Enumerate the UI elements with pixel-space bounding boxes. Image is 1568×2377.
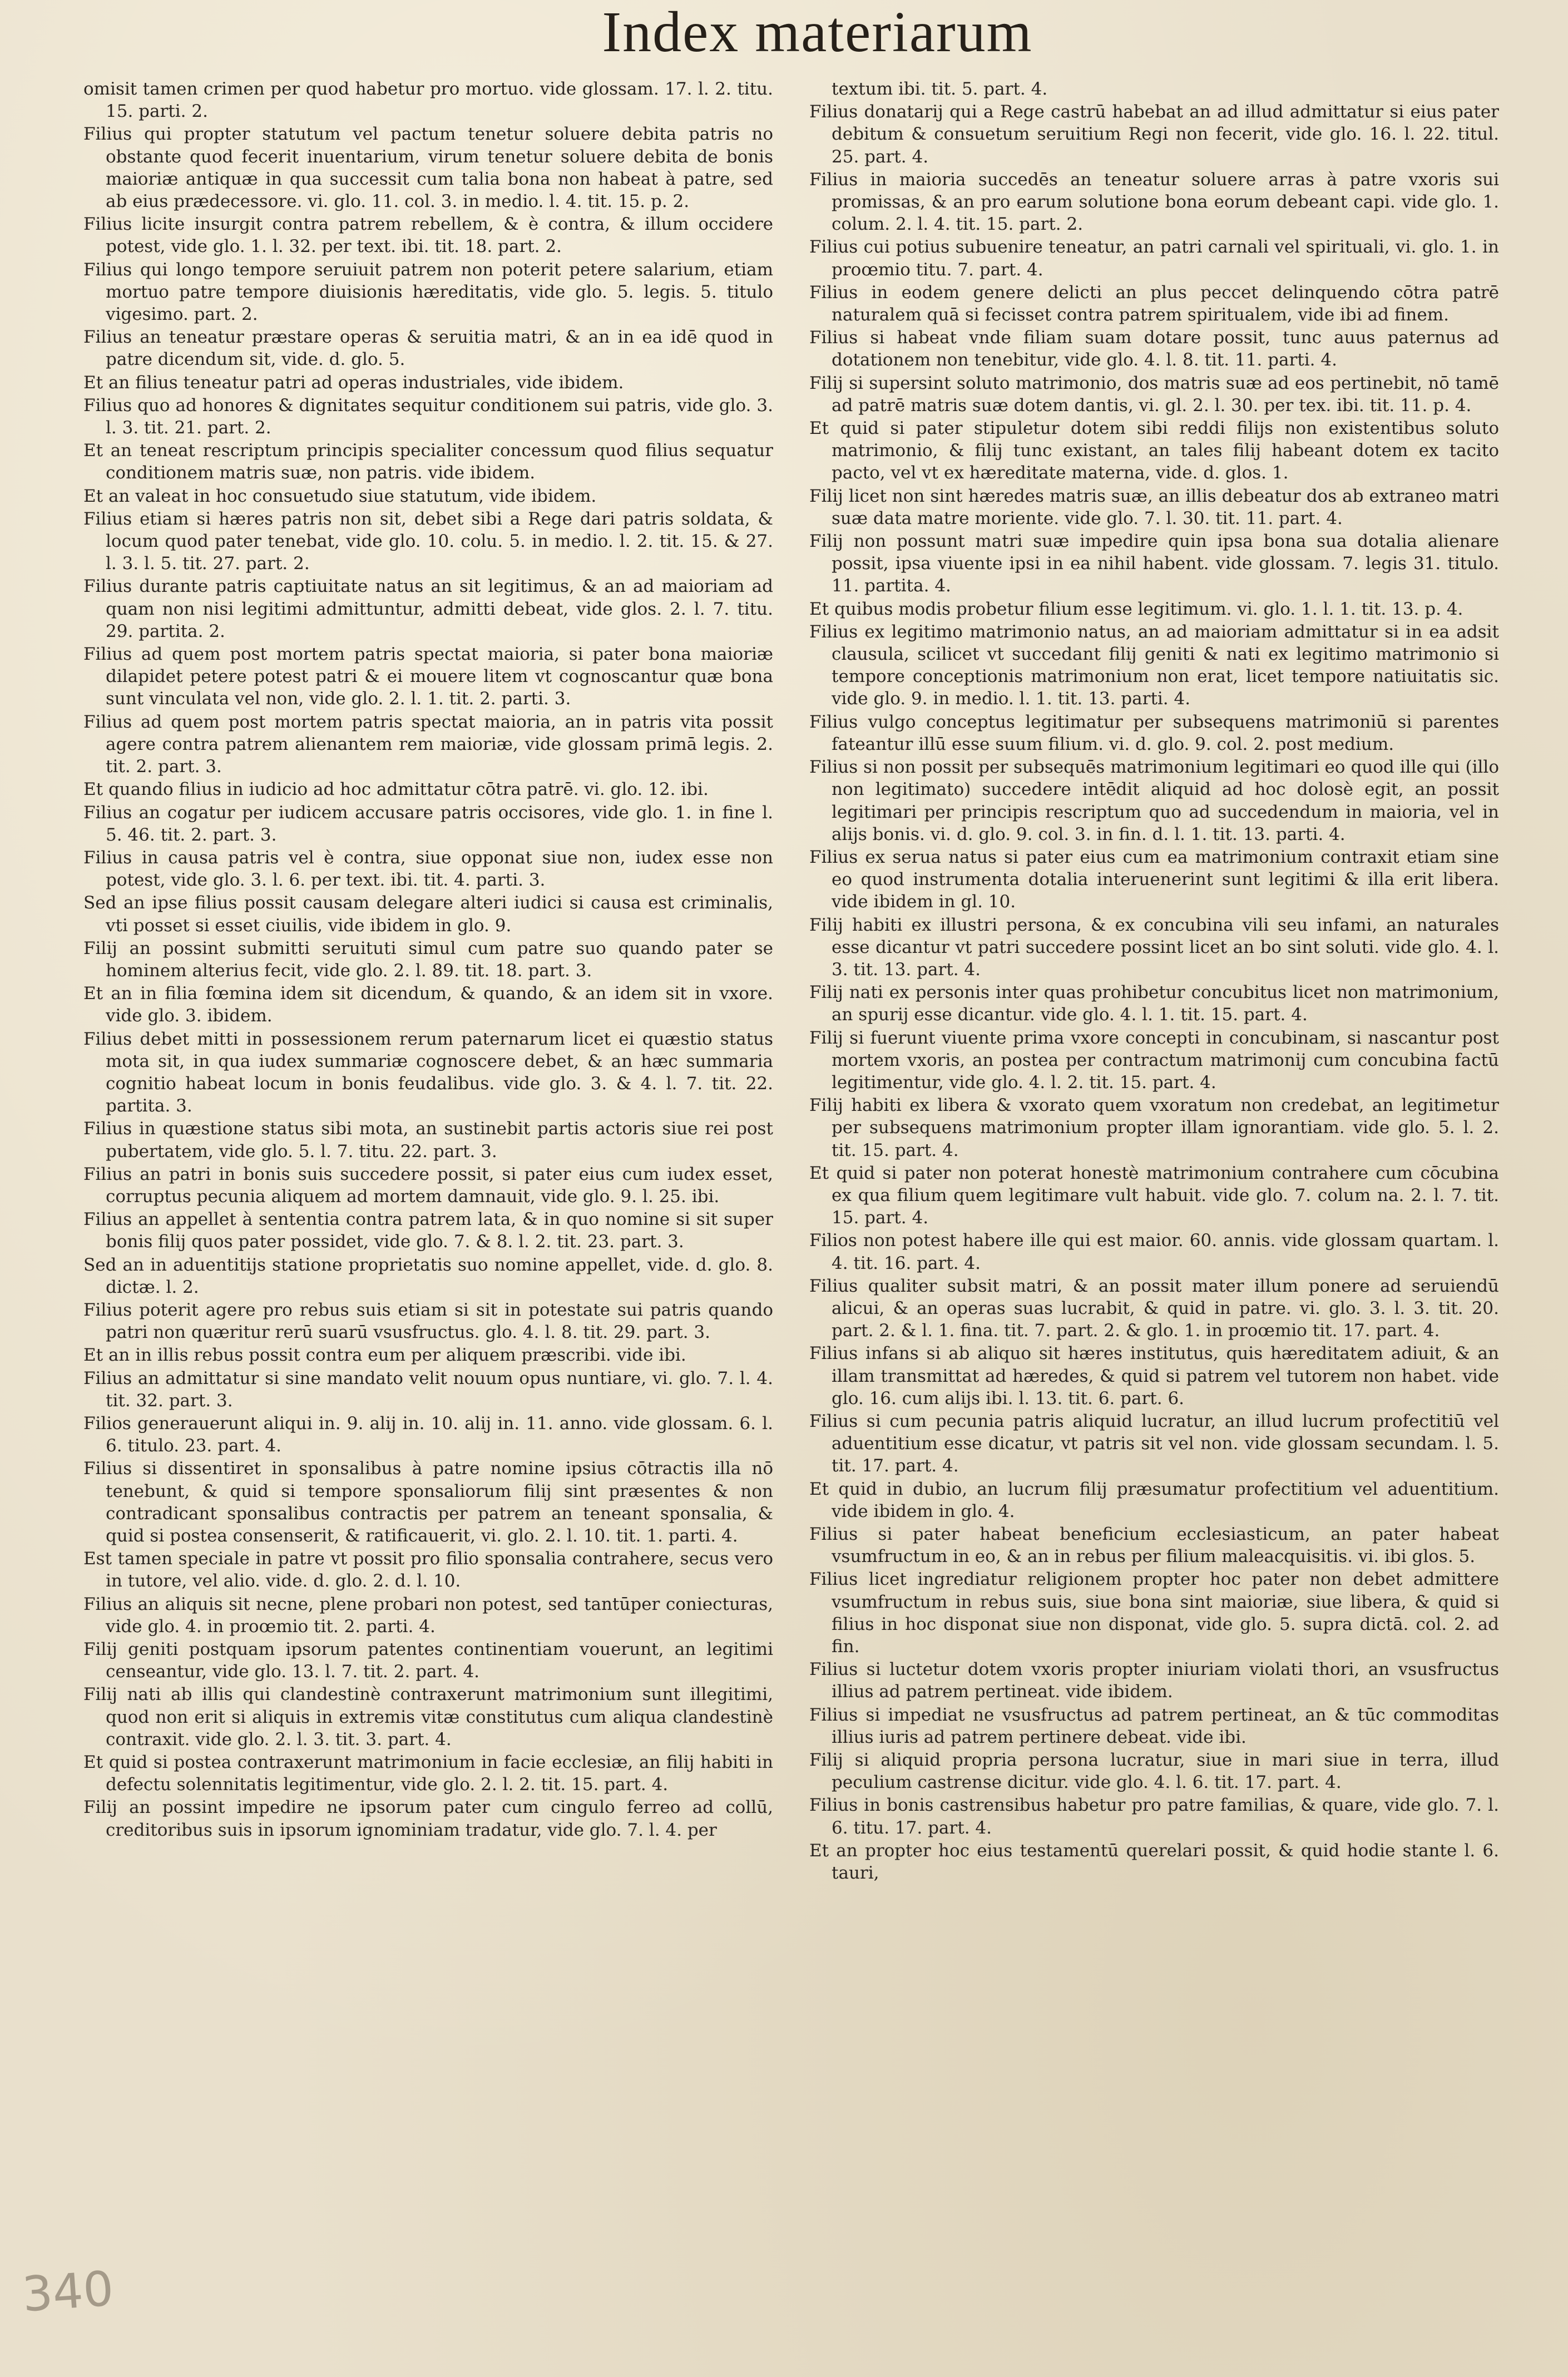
index-entry: Filius quo ad honores & dignitates sequitur conditionem sui patris, vide glo. 3. l. 3. tit. 21. part. 2. <box>83 395 773 438</box>
index-entry: Filij si aliquid propria persona lucratur, siue in mari siue in terra, illud peculium castrense dicitur. vide glo. 4. l. 6. tit. 17. part. 4. <box>809 1750 1499 1793</box>
index-column-right <box>809 78 1499 2170</box>
index-entry: Filius etiam si hæres patris non sit, debet sibi a Rege dari patris soldata, & locum quod pater tenebat, vide glo. 10. colu. 5. in medio. l. 2. tit. 15. & 27. l. 3. l. 5. tit. 27. part. 2. <box>83 508 773 574</box>
index-entry: Filius debet mitti in possessionem rerum paternarum licet ei quæstio status mota sit, in qua iudex summariæ cognoscere debet, & an hæc summaria cognitio habeat locum in bonis feudalibus. vide glo. 3. & 4. l. 7. tit. 22. partita. 3. <box>83 1029 773 1116</box>
index-entry: Filius in quæstione status sibi mota, an sustinebit partis actoris siue rei post pubertatem, vide glo. 5. l. 7. titu. 22. part. 3. <box>83 1119 773 1162</box>
index-entry: Filius an cogatur per iudicem accusare patris occisores, vide glo. 1. in fine l. 5. 46. tit. 2. part. 3. <box>83 802 773 845</box>
index-entry: Filius ex serua natus si pater eius cum ea matrimonium contraxit etiam sine eo quod instrumenta dotalia interuenerint sunt legitimi & illa erit libera. vide ibidem in gl. 10. <box>809 847 1499 912</box>
index-entry: Filij an possint impedire ne ipsorum pater cum cingulo ferreo ad collū, creditoribus suis in ipsorum ignominiam tradatur, vide glo. 7. l. 4. per <box>83 1797 773 1840</box>
index-entry: Filius an patri in bonis suis succedere possit, si pater eius cum iudex esset, corruptus pecunia aliquem ad mortem damnauit, vide glo. 9. l. 25. ibi. <box>83 1164 773 1207</box>
index-entry: Filius an teneatur præstare operas & seruitia matri, & an in ea idē quod in patre dicendum sit, vide. d. glo. 5. <box>83 327 773 370</box>
index-entry: Filius si cum pecunia patris aliquid lucratur, an illud lucrum profectitiū vel aduentitium esse dicatur, vt patris sit vel non. vide glossam secundam. l. 5. tit. 17. part. 4. <box>809 1411 1499 1476</box>
index-entry: Filius donatarij qui a Rege castrū habebat an ad illud admittatur si eius pater debitum & consuetum seruitium Regi non fecerit, vide glo. 16. l. 22. titul. 25. part. 4. <box>809 102 1499 167</box>
index-entry: Et quibus modis probetur filium esse legitimum. vi. glo. 1. l. 1. tit. 13. p. 4. <box>809 599 1463 619</box>
index-entry: Filius licite insurgit contra patrem rebellem, & è contra, & illum occidere potest, vide glo. 1. l. 32. per text. ibi. tit. 18. part. 2. <box>83 214 773 257</box>
index-entry: Filius si luctetur dotem vxoris propter iniuriam violati thori, an vsusfructus illius ad patrem pertineat. vide ibidem. <box>809 1659 1499 1702</box>
index-entry: Et quando filius in iudicio ad hoc admittatur cōtra patrē. vi. glo. 12. ibi. <box>83 779 709 800</box>
index-entry: Filius in causa patris vel è contra, siue opponat siue non, iudex esse non potest, vide glo. 3. l. 6. per text. ibi. tit. 4. parti. 3. <box>83 847 773 891</box>
index-entry: Filios generauerunt aliqui in. 9. alij in. 10. alij in. 11. anno. vide glossam. 6. l. 6. titulo. 23. part. 4. <box>83 1413 773 1456</box>
index-entry: Filius si habeat vnde filiam suam dotare possit, tunc auus paternus ad dotationem non tenebitur, vide glo. 4. l. 8. tit. 11. parti. 4. <box>809 328 1499 370</box>
index-entry: Et an in filia fœmina idem sit dicendum, & quando, & an idem sit in vxore. vide glo. 3. ibidem. <box>83 984 773 1026</box>
index-entry: Filius in bonis castrensibus habetur pro patre familias, & quare, vide glo. 7. l. 6. titu. 17. part. 4. <box>809 1795 1499 1838</box>
index-entry: Filij licet non sint hæredes matris suæ, an illis debeatur dos ab extraneo matri suæ data matre moriente. vide glo. 7. l. 30. tit. 11. part. 4. <box>809 486 1499 528</box>
index-entry: Filij nati ex personis inter quas prohibetur concubitus licet non matrimonium, an spurij esse dicantur. vide glo. 4. l. 1. tit. 15. part. 4. <box>809 982 1499 1025</box>
index-entry: Filij an possint submitti seruituti simul cum patre suo quando pater se hominem alterius fecit, vide glo. 2. l. 89. tit. 18. part. 3. <box>83 938 773 981</box>
index-entry: Filius ad quem post mortem patris spectat maioria, si pater bona maioriæ dilapidet petere potest patri & ei mouere litem vt cognoscantur quæ bona sunt vinculata vel non, vide glo. 2. l. 1. tit. 2. parti. 3. <box>83 644 773 709</box>
index-entry: Filios non potest habere ille qui est maior. 60. annis. vide glossam quartam. l. 4. tit. 16. part. 4. <box>809 1230 1499 1273</box>
index-entry: Et quid si pater non poterat honestè matrimonium contrahere cum cōcubina ex qua filium quem legitimare vult habuit. vide glo. 7. colum na. 2. l. 7. tit. 15. part. 4. <box>809 1163 1499 1228</box>
index-entry: Filij nati ab illis qui clandestinè contraxerunt matrimonium sunt illegitimi, quod non erit si aliquis in extremis vitæ constitutus cum aliqua clandestinè contraxit. vide glo. 2. l. 3. tit. 3. part. 4. <box>83 1684 773 1750</box>
index-entry: Et an propter hoc eius testamentū querelari possit, & quid hodie stante l. 6. tauri, <box>809 1840 1499 1884</box>
index-entry: Filius licet ingrediatur religionem propter hoc pater non debet admittere vsumfructum in rebus suis, siue bona sint maioriæ, siue libera, & quid si filius in hoc disponat siue non disponat, vide glo. 5. supra dictā. col. 2. ad fin. <box>809 1569 1499 1657</box>
index-entry: Filij geniti postquam ipsorum patentes continentiam vouerunt, an legitimi censeantur, vide glo. 13. l. 7. tit. 2. part. 4. <box>83 1639 773 1682</box>
index-entry: Et quid si postea contraxerunt matrimonium in facie ecclesiæ, an filij habiti in defectu solennitatis legitimentur, vide glo. 2. l. 2. tit. 15. part. 4. <box>83 1752 773 1795</box>
index-entry: Filius qualiter subsit matri, & an possit mater illum ponere ad seruiendū alicui, & an operas suas lucrabit, & quid in patre. vi. glo. 3. l. 3. tit. 20. part. 2. & l. 1. fina. tit. 7. part. 2. & glo. 1. in proœmio tit. 17. part. 4. <box>809 1276 1499 1341</box>
index-entry: Filius in eodem genere delicti an plus peccet delinquendo cōtra patrē naturalem quā si fecisset contra patrem spiritualem, vide ibi ad finem. <box>809 282 1499 325</box>
index-entry: Filij habiti ex libera & vxorato quem vxoratum non credebat, an legitimetur per subsequens matrimonium propter illam ignorantiam. vide glo. 5. l. 2. tit. 15. part. 4. <box>809 1095 1499 1160</box>
index-entry: Filij si fuerunt viuente prima vxore concepti in concubinam, si nascantur post mortem vxoris, an postea per contractum matrimonij cum concubina factū legitimentur, vide glo. 4. l. 2. tit. 15. part. 4. <box>809 1027 1499 1093</box>
index-entry: Et an filius teneatur patri ad operas industriales, vide ibidem. <box>83 372 624 393</box>
index-entry: textum ibi. tit. 5. part. 4. <box>832 79 1048 99</box>
index-entry: Sed an ipse filius possit causam delegare alteri iudici si causa est criminalis, vti posset si esset ciuilis, vide ibidem in glo. 9. <box>83 893 773 936</box>
folio-number: 340 <box>20 2261 116 2323</box>
index-entry: Filij non possunt matri suæ impedire quin ipsa bona sua dotalia alienare possit, ipsa viuente ipsi in ea nihil habent. vide glossam. 7. legis 31. titulo. 11. partita. 4. <box>809 531 1499 596</box>
index-entry: Filius infans si ab aliquo sit hæres institutus, quis hæreditatem adiuit, & an illam transmittat ad hæredes, & quid si patrem vel tutorem non habet. vide glo. 16. cum alijs ibi. l. 13. tit. 6. part. 6. <box>809 1343 1499 1409</box>
index-entry: Et an in illis rebus possit contra eum per aliquem præscribi. vide ibi. <box>83 1345 686 1366</box>
index-entry: Filius cui potius subuenire teneatur, an patri carnali vel spirituali, vi. glo. 1. in proœmio titu. 7. part. 4. <box>809 237 1499 280</box>
index-entry: Filius an aliquis sit necne, plene probari non potest, sed tantūper coniecturas, vide glo. 4. in proœmio tit. 2. parti. 4. <box>83 1594 773 1637</box>
index-entry: Et an valeat in hoc consuetudo siue statutum, vide ibidem. <box>83 486 597 506</box>
index-entry: Filius vulgo conceptus legitimatur per subsequens matrimoniū si parentes fateantur illū esse suum filium. vi. d. glo. 9. col. 2. post medium. <box>809 711 1499 754</box>
index-column-left <box>83 78 773 2170</box>
index-entry: Filius si dissentiret in sponsalibus à patre nomine ipsius cōtractis illa nō tenebunt, & quid si tempore sponsaliorum filij sint præsentes & non contradicant sponsalibus contractis per patrem an teneant sponsalia, & quid si postea consenserit, & ratificauerit, vi. glo. 2. l. 10. tit. 1. parti. 4. <box>83 1459 773 1546</box>
page-title: Index materiarum <box>602 0 1033 64</box>
index-entry: Filius si pater habeat beneficium ecclesiasticum, an pater habeat vsumfructum in eo, & an in rebus per filium maleacquisitis. vi. ibi glos. 5. <box>809 1524 1499 1567</box>
index-entry: Filius an appellet à sententia contra patrem lata, & in quo nomine si sit super bonis filij quos pater possidet, vide glo. 7. & 8. l. 2. tit. 23. part. 3. <box>83 1209 773 1252</box>
index-entry: Et quid in dubio, an lucrum filij præsumatur profectitium vel aduentitium. vide ibidem in glo. 4. <box>809 1479 1499 1521</box>
index-entry: Sed an in aduentitijs statione proprietatis suo nomine appellet, vide. d. glo. 8. dictæ. l. 2. <box>83 1254 773 1297</box>
index-entry: Filius an admittatur si sine mandato velit nouum opus nuntiare, vi. glo. 7. l. 4. tit. 32. part. 3. <box>83 1368 773 1411</box>
index-entry: Filius poterit agere pro rebus suis etiam si sit in potestate sui patris quando patri non quæritur rerū suarū vsusfructus. glo. 4. l. 8. tit. 29. part. 3. <box>83 1299 773 1343</box>
index-entry: Filius ad quem post mortem patris spectat maioria, an in patris vita possit agere contra patrem alienantem rem maioriæ, vide glossam primā legis. 2. tit. 2. part. 3. <box>83 711 773 777</box>
index-entry: Filius qui propter statutum vel pactum tenetur soluere debita patris no obstante quod fecerit inuentarium, virum tenetur soluere debita de bonis maioriæ antiquæ in qua successit cum talia bona non habeat à patre, sed ab eius prædecessore. vi. glo. 11. col. 3. in medio. l. 4. tit. 15. p. 2. <box>83 124 773 212</box>
index-entry: Filius durante patris captiuitate natus an sit legitimus, & an ad maioriam ad quam non nisi legitimi admittuntur, admitti debeat, vide glos. 2. l. 7. titu. 29. partita. 2. <box>83 576 773 641</box>
index-entry: Filij habiti ex illustri persona, & ex concubina vili seu infami, an naturales esse dicantur vt patri succedere possint licet an bo sint soluti. vide glo. 4. l. 3. tit. 13. part. 4. <box>809 915 1499 980</box>
index-entry: Est tamen speciale in patre vt possit pro filio sponsalia contrahere, secus vero in tutore, vel alio. vide. d. glo. 2. d. l. 10. <box>83 1549 773 1592</box>
index-entry: Filius qui longo tempore seruiuit patrem non poterit petere salarium, etiam mortuo patre tempore diuisionis hæreditatis, vide glo. 5. legis. 5. titulo vigesimo. part. 2. <box>83 259 773 325</box>
index-entry: Filius ex legitimo matrimonio natus, an ad maioriam admittatur si in ea adsit clausula, scilicet vt succedant filij geniti & nati ex legitimo matrimonio si tempore conceptionis matrimonium non erat, licet tempore natiuitatis sic. vide glo. 9. in medio. l. 1. tit. 13. parti. 4. <box>809 621 1499 709</box>
index-entry: Filij si supersint soluto matrimonio, dos matris suæ ad eos pertinebit, nō tamē ad patrē matris suæ dotem dantis, vi. gl. 2. l. 30. per tex. ibi. tit. 11. p. 4. <box>809 373 1499 416</box>
index-entry: Filius in maioria succedēs an teneatur soluere arras à patre vxoris sui promissas, & an pro earum solutione bona eorum debeant capi. vide glo. 1. colum. 2. l. 4. tit. 15. part. 2. <box>809 169 1499 235</box>
index-entry: Filius si non possit per subsequēs matrimonium legitimari eo quod ille qui (illo non legitimato) succedere intēdit aliquid ad hoc dolosè egit, an possit legitimari per principis rescriptum quo ad succedendum in maioria, vel in alijs bonis. vi. d. glo. 9. col. 3. in fin. d. l. 1. tit. 13. parti. 4. <box>809 757 1499 844</box>
index-entry: omisit tamen crimen per quod habetur pro mortuo. vide glossam. 17. l. 2. titu. 15. parti. 2. <box>83 79 773 122</box>
index-entry: Filius si impediat ne vsusfructus ad patrem pertineat, an & tūc commoditas illius iuris ad patrem pertinere debeat. vide ibi. <box>809 1704 1499 1747</box>
index-entry: Et quid si pater stipuletur dotem sibi reddi filijs non existentibus soluto matrimonio, & filij tunc existant, an tales filij habeant dotem ex tacito pacto, vel vt ex hæreditate materna, vide. d. glos. 1. <box>809 418 1499 483</box>
index-entry: Et an teneat rescriptum principis specialiter concessum quod filius sequatur conditionem matris suæ, non patris. vide ibidem. <box>83 441 773 483</box>
